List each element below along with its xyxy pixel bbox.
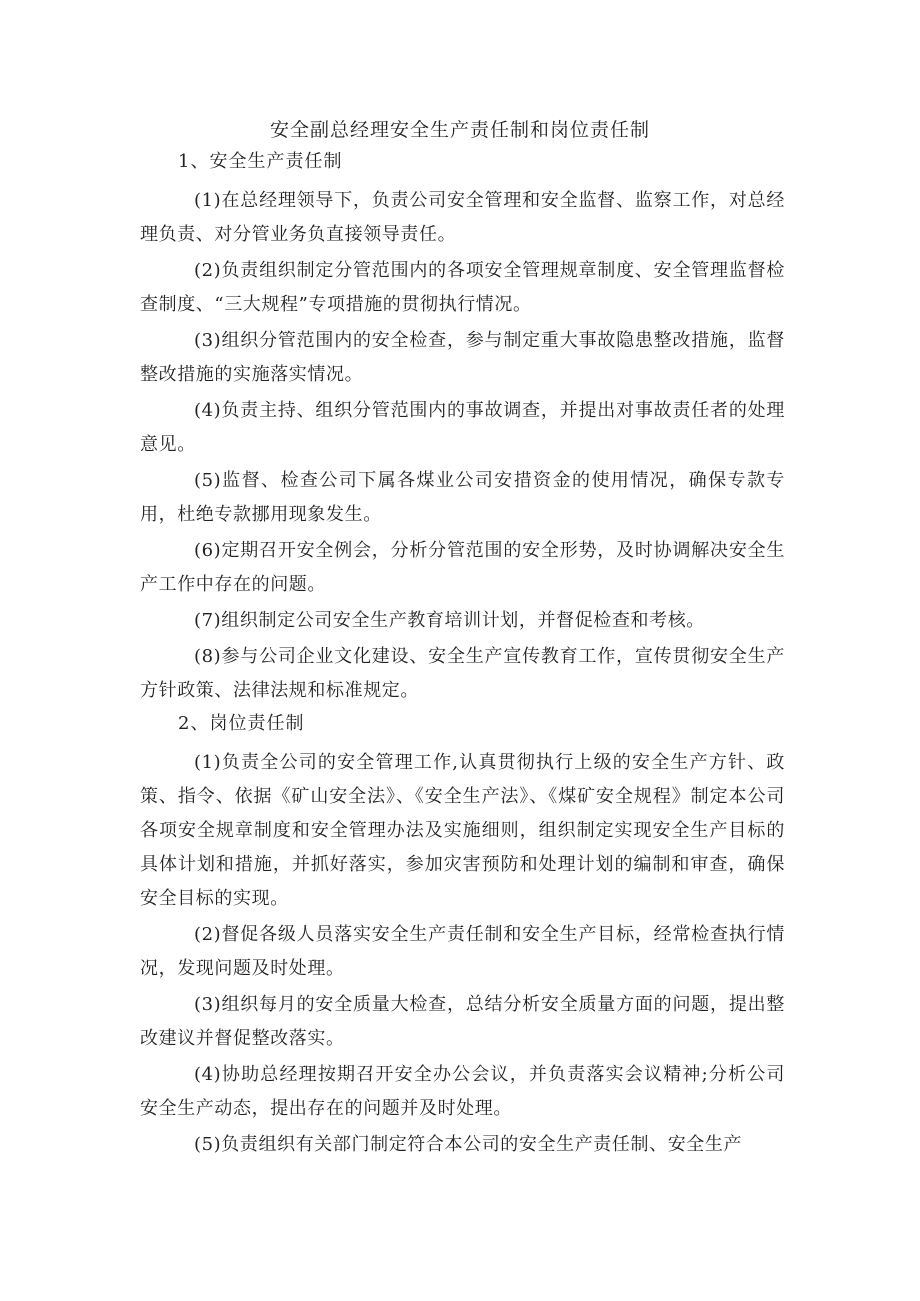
- paragraph: (7)组织制定公司安全生产教育培训计划，并督促检查和考核。: [194, 610, 705, 631]
- section-heading: 2、岗位责任制: [178, 713, 305, 734]
- paragraph: (4)负责主持、组织分管范围内的事故调查，并提出对事故责任者的处理意见。: [140, 400, 785, 455]
- paragraph: (5)监督、检查公司下属各煤业公司安措资金的使用情况，确保专款专用，杜绝专款挪用现象发生。: [140, 470, 785, 525]
- section-heading: 1、安全生产责任制: [178, 151, 343, 172]
- paragraph: (6)定期召开安全例会，分析分管范围的安全形势，及时协调解决安全生产工作中存在的问题。: [140, 540, 785, 595]
- paragraph: (2)负责组织制定分管范围内的各项安全管理规章制度、安全管理监督检查制度、“三大规程”专项措施的贯彻执行情况。: [140, 260, 785, 315]
- section-position-responsibility: [140, 710, 785, 1162]
- paragraph: (1)负责全公司的安全管理工作,认真贯彻执行上级的安全生产方针、政策、指令、依据《矿山安全法》、《安全生产法》、《煤矿安全规程》制定本公司各项安全规章制度和安全管理办法及实施细则，组织制定实现安全生产目标的具体计划和措施，并抓好落实，参加灾害预防和处理计划的编制和审查，确保安全目标的实现。: [140, 752, 785, 909]
- section-safety-responsibility: [140, 148, 785, 708]
- paragraph: (1)在总经理领导下，负责公司安全管理和安全监督、监察工作，对总经理负责、对分管业务负直接领导责任。: [140, 190, 785, 245]
- paragraph: (3)组织每月的安全质量大检查，总结分析安全质量方面的问题，提出整改建议并督促整改落实。: [140, 994, 785, 1049]
- document-body: [140, 148, 785, 1164]
- document-title: 安全副总经理安全生产责任制和岗位责任制: [269, 119, 650, 141]
- paragraph: (3)组织分管范围内的安全检查，参与制定重大事故隐患整改措施，监督整改措施的实施落实情况。: [140, 330, 785, 385]
- paragraph: (4)协助总经理按期召开安全办公会议，并负责落实会议精神;分析公司安全生产动态，提出存在的问题并及时处理。: [140, 1064, 785, 1119]
- paragraph: (2)督促各级人员落实安全生产责任制和安全生产目标，经常检查执行情况，发现问题及时处理。: [140, 924, 785, 979]
- paragraph: (5)负责组织有关部门制定符合本公司的安全生产责任制、安全生产: [194, 1134, 743, 1155]
- paragraph: (8)参与公司企业文化建设、安全生产宣传教育工作，宣传贯彻安全生产方针政策、法律法规和标准规定。: [140, 646, 785, 701]
